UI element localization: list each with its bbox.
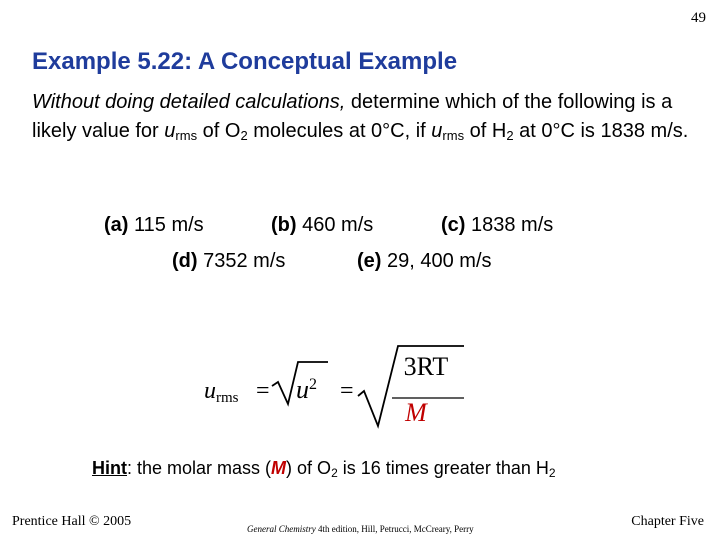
option-b [271, 214, 373, 237]
option-d-value: 7352 m/s [197, 250, 286, 272]
equation-urms [204, 378, 239, 405]
footer-publisher: Prentice Hall © 2005 [12, 514, 132, 529]
hint-text [92, 458, 556, 479]
option-c [441, 214, 553, 237]
question-part-1: determine which of the following is a likely value for [32, 91, 673, 142]
o2-subscript: 2 [240, 128, 248, 143]
option-a-value: 115 m/s [128, 214, 204, 236]
option-a-label: (a) [104, 214, 129, 236]
option-e [357, 250, 492, 273]
equation-numerator: 3RT [403, 352, 449, 381]
hint-part-2: ) of O [286, 458, 332, 478]
question-part-4: of H [464, 120, 507, 142]
option-c-label: (c) [441, 214, 466, 236]
option-b-value: 460 m/s [296, 214, 374, 236]
footer-chapter: Chapter Five [631, 514, 704, 529]
hint-molar-mass-symbol: M [271, 458, 287, 478]
footer-book-citation [247, 524, 474, 534]
option-b-label: (b) [271, 214, 297, 236]
rms-subscript: rms [175, 128, 198, 143]
hint-label: Hint [92, 458, 127, 478]
option-e-value: 29, 400 m/s [381, 250, 492, 272]
equals-sign-1: = [256, 378, 270, 404]
question-part-3: molecules at 0°C, if [247, 120, 432, 142]
footer-authors: edition, Hill, Petrucci, McCreary, Perry [329, 524, 474, 534]
option-e-label: (e) [357, 250, 382, 272]
equation-rms: rms [216, 390, 239, 406]
footer-edition: 4th [318, 524, 330, 534]
option-d [172, 250, 285, 273]
question-italic-intro: Without doing detailed calculations, [32, 91, 346, 113]
u2-base: u [296, 375, 309, 404]
slide-title: Example 5.22: A Conceptual Example [32, 48, 458, 75]
equation-u-squared [296, 375, 317, 405]
hint-part-3: is 16 times greater than H [337, 458, 549, 478]
hint-part-1: : the molar mass ( [127, 458, 272, 478]
equation-u: u [204, 378, 216, 404]
u2-exponent: 2 [309, 376, 317, 393]
option-c-value: 1838 m/s [465, 214, 554, 236]
u-symbol: u [164, 120, 176, 142]
question-part-5: at 0°C is 1838 m/s. [513, 120, 689, 142]
footer-book-title: General Chemistry [247, 524, 316, 534]
question-part-2: of O [197, 120, 241, 142]
u-symbol-2: u [431, 120, 443, 142]
hint-o2-subscript: 2 [331, 466, 338, 480]
page-number: 49 [691, 10, 706, 26]
option-d-label: (d) [172, 250, 198, 272]
hint-h2-subscript: 2 [548, 466, 556, 480]
equals-sign-2: = [340, 378, 354, 404]
question-text [32, 88, 692, 146]
h2-subscript: 2 [506, 128, 514, 143]
rms-subscript-2: rms [442, 128, 465, 143]
option-a [104, 214, 204, 237]
equation-denominator: M [405, 398, 427, 427]
